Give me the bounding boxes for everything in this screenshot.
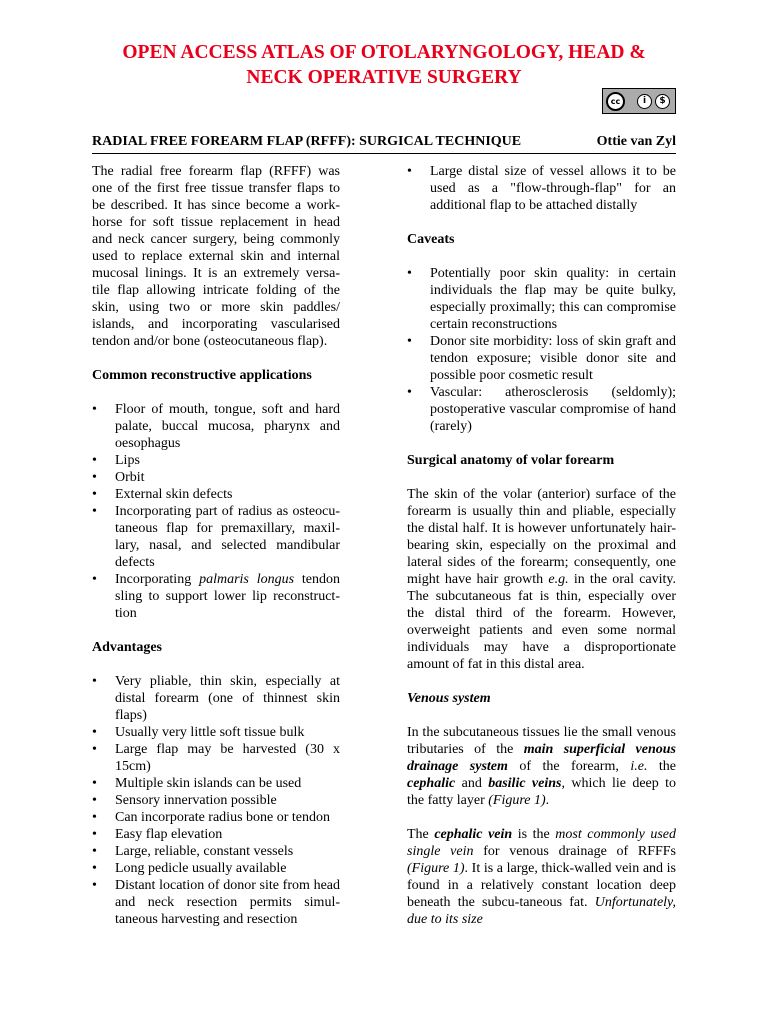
noncommercial-icon: $ <box>655 94 670 109</box>
text-span: is the <box>517 827 550 842</box>
text-span: e.g. <box>548 572 569 587</box>
text-span: main superficial venous drainage system <box>407 742 676 774</box>
list-item: • Usually very little soft tissue bulk <box>92 724 340 741</box>
caveats-heading: Caveats <box>407 232 455 247</box>
list-item: • Easy flap elevation <box>92 826 340 843</box>
list-item: • Sensory innervation possible <box>92 792 340 809</box>
atlas-title <box>60 40 708 90</box>
figure-reference: (Figure 1) <box>407 861 465 876</box>
list-item: • Long pedicle usually available <box>92 860 340 877</box>
continued-advantages-list <box>407 163 676 214</box>
text-span: the <box>658 759 677 774</box>
text-span: of the forearm, <box>519 759 619 774</box>
text-span: , which lie deep to the fatty layer <box>407 776 677 808</box>
article-header <box>92 134 676 150</box>
text-span: The <box>407 827 429 842</box>
text-span: in the oral cavity. The subcutaneous fat is thin, especially over the distal third of the forearm. However, overweight patients and even some normal individuals may have a disproportionate amount of fat in this distal area. <box>407 572 677 672</box>
applications-heading: Common reconstructive applications <box>92 368 312 383</box>
anatomy-heading: Surgical anatomy of volar forearm <box>407 453 615 468</box>
list-item: • Donor site morbidity: loss of skin graft and tendon exposure; visible donor site and possible poor cosmetic result <box>407 333 676 384</box>
applications-list <box>92 401 340 622</box>
atlas-title-line-2: NECK OPERATIVE SURGERY <box>246 67 522 88</box>
attribution-icon: i <box>637 94 652 109</box>
list-item: • Multiple skin islands can be used <box>92 775 340 792</box>
text-span: Unfortunately, due to its size <box>407 895 676 927</box>
list-item: • Potentially poor skin quality: in certain individuals the flap may be quite bulky, especially proximally; this can compromise certain reconstructions <box>407 265 676 333</box>
text-span: The skin of the volar (anterior) surface of the forearm is usually thin and pliable, especially the distal half. It is however unfortunately hair-bearing skin, especially on the proximal and lateral sides of the forearm; consequently, one might have hair growth <box>407 487 676 587</box>
creative-commons-license-icon <box>602 88 676 114</box>
text-span: cephalic <box>407 776 456 791</box>
header-divider <box>92 153 676 154</box>
article-title: RADIAL FREE FOREARM FLAP (RFFF): SURGICAL TECHNIQUE <box>92 134 522 149</box>
list-item: • Distant location of donor site from head and neck resection permits simul-taneous harvesting and resection <box>92 877 340 928</box>
list-item: • Vascular: atherosclerosis (seldomly); postoperative vascular compromise of hand (rarely) <box>407 384 676 435</box>
list-item: • Large flap may be harvested (30 x 15cm) <box>92 741 340 775</box>
intro-paragraph: The radial free forearm flap (RFFF) was one of the first free tissue transfer flaps to be described. It has since become a work-horse for soft tissue replacement in head and neck cancer surgery, being commonly used to replace external skin and internal mucosal linings. It is an extremely versa-tile flap allowing intricate folding of the skin, using two or more skin paddles/ islands, and incorporating vascularised tendon and/or bone (osteocutaneous flap). <box>92 164 340 349</box>
list-item: • Incorporating part of radius as osteocu-taneous flap for premaxillary, maxil-lary, nasal, and selected mandibular defects <box>92 503 340 571</box>
list-item: • Very pliable, thin skin, especially at distal forearm (one of thinnest skin flaps) <box>92 673 340 724</box>
atlas-title-line-1: OPEN ACCESS ATLAS OF OTOLARYNGOLOGY, HEAD & <box>122 42 646 63</box>
list-item: • Lips <box>92 452 340 469</box>
list-item: • Orbit <box>92 469 340 486</box>
figure-reference: (Figure 1) <box>488 793 546 808</box>
cc-icon: cc <box>606 92 625 111</box>
list-item: • Can incorporate radius bone or tendon <box>92 809 340 826</box>
list-item: • Floor of mouth, tongue, soft and hard palate, buccal mucosa, pharynx and oesophagus <box>92 401 340 452</box>
text-span: Incorporating <box>115 572 192 587</box>
list-item <box>92 571 340 622</box>
cephalic-paragraph <box>407 826 676 928</box>
list-item: • Large distal size of vessel allows it to be used as a "flow-through-flap" for an additional flap to be attached distally <box>407 163 676 214</box>
advantages-heading: Advantages <box>92 640 163 655</box>
palmaris-longus-term: palmaris longus <box>199 572 295 587</box>
text-span: and <box>461 776 482 791</box>
text-span: most commonly used single vein <box>407 827 677 859</box>
advantages-list <box>92 673 340 928</box>
text-span: for venous drainage of RFFFs <box>483 844 676 859</box>
venous-system-heading: Venous system <box>407 691 491 706</box>
text-span: i.e. <box>630 759 648 774</box>
text-span: tendon sling to support lower lip reconstruct-tion <box>115 572 341 621</box>
caveats-list <box>407 265 676 435</box>
text-span: basilic veins <box>488 776 562 791</box>
venous-paragraph <box>407 724 676 809</box>
list-item: • External skin defects <box>92 486 340 503</box>
left-column <box>92 163 340 945</box>
right-column <box>407 163 676 945</box>
text-span: In the subcutaneous tissues lie the small venous tributaries of the <box>407 725 676 757</box>
article-author: Ottie van Zyl <box>596 134 676 149</box>
text-span: . <box>545 793 550 808</box>
anatomy-paragraph <box>407 486 676 673</box>
text-span: . It is a large, thick-walled vein and is found in a relatively constant location deep beneath the subcu-taneous fat. <box>407 861 676 910</box>
list-item: • Large, reliable, constant vessels <box>92 843 340 860</box>
text-span: cephalic vein <box>434 827 513 842</box>
